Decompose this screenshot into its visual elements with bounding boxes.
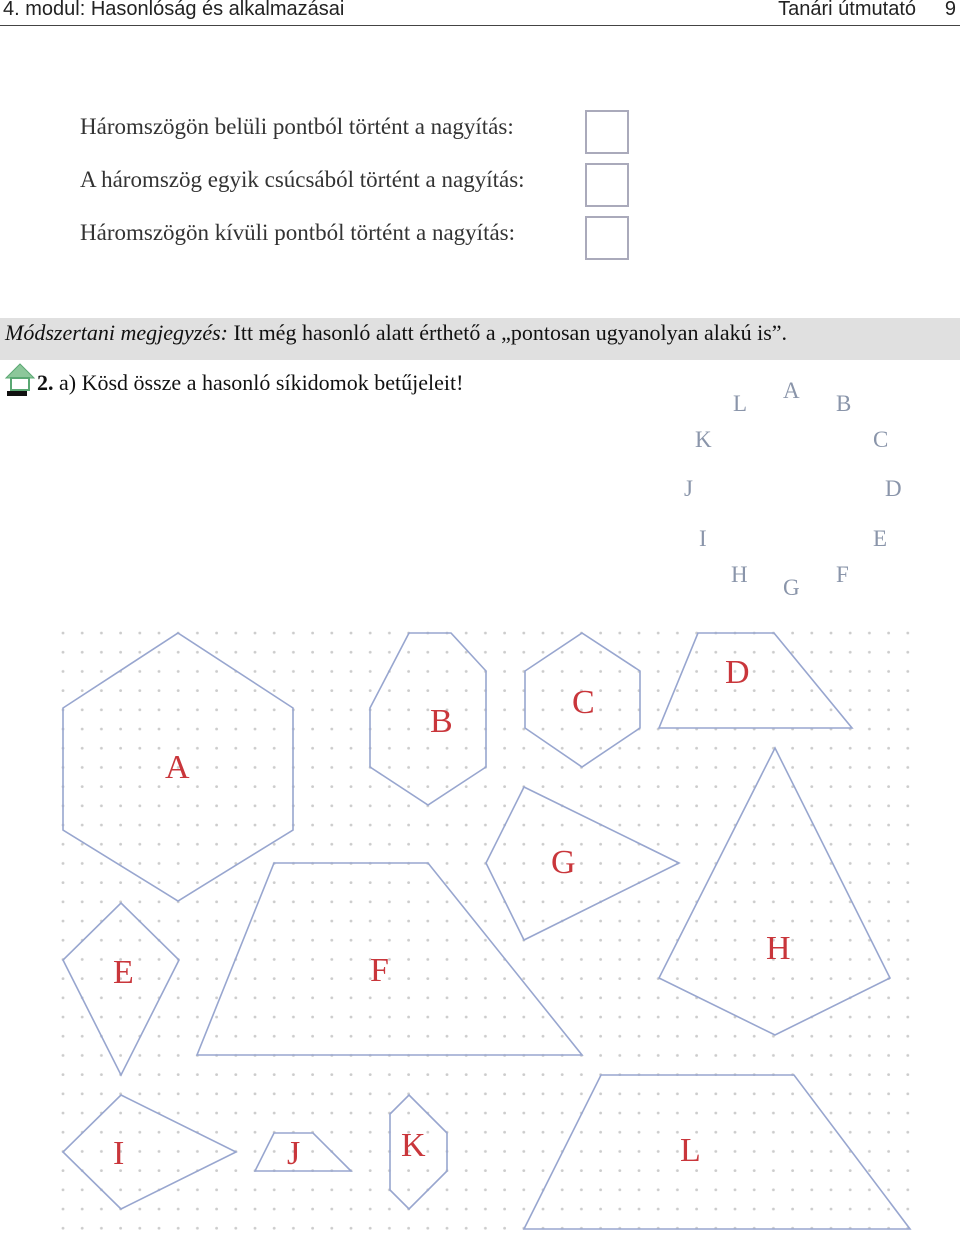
shape-label-g: G <box>551 844 576 881</box>
circle-letter-a[interactable]: A <box>783 378 800 403</box>
shape-label-d: D <box>725 654 750 691</box>
checkbox[interactable] <box>585 110 629 154</box>
checklist-label: A háromszög egyik csúcsából történt a nagyítás: <box>80 167 525 192</box>
circle-letter-g[interactable]: G <box>783 575 800 600</box>
shape-label-e: E <box>113 954 134 991</box>
guide-title: Tanári útmutató <box>778 0 916 20</box>
checklist-row <box>80 110 640 156</box>
methodology-note <box>0 318 960 360</box>
note-label: Módszertani megjegyzés: <box>5 320 229 345</box>
page-number: 9 <box>944 0 956 20</box>
circle-letter-h[interactable]: H <box>731 562 748 587</box>
house-icon <box>4 362 36 398</box>
circle-letter-i[interactable]: I <box>699 526 707 551</box>
checklist-row <box>80 216 640 262</box>
checkbox[interactable] <box>585 163 629 207</box>
shape-label-b: B <box>430 703 453 740</box>
checklist-label: Háromszögön kívüli pontból történt a nagyítás: <box>80 220 516 245</box>
shape-grid <box>55 625 920 1234</box>
header-rule <box>0 25 960 26</box>
shape-label-k: K <box>401 1127 426 1164</box>
shape-label-i: I <box>113 1135 125 1172</box>
task-text: a) Kösd össze a hasonló síkidomok betűjeleit! <box>53 370 464 395</box>
task-number: 2. <box>37 370 54 395</box>
circle-letter-k[interactable]: K <box>695 427 712 452</box>
task-2 <box>0 362 700 402</box>
circle-letter-c[interactable]: C <box>873 427 889 452</box>
page-header <box>0 0 960 26</box>
shape-label-f: F <box>370 952 389 989</box>
shape-label-a: A <box>165 749 190 786</box>
checklist-row <box>80 163 640 209</box>
circle-letter-b[interactable]: B <box>836 391 852 416</box>
circle-letter-f[interactable]: F <box>836 562 849 587</box>
enlargement-checklist <box>80 110 640 270</box>
circle-letter-l[interactable]: L <box>733 391 748 416</box>
checkbox[interactable] <box>585 216 629 260</box>
checklist-label: Háromszögön belüli pontból történt a nagyítás: <box>80 114 514 139</box>
shape-label-l: L <box>680 1132 701 1169</box>
letter-circle <box>670 375 920 605</box>
shape-label-c: C <box>572 684 595 721</box>
module-title: 4. modul: Hasonlóság és alkalmazásai <box>3 0 345 20</box>
circle-letter-d[interactable]: D <box>885 476 902 501</box>
shape-label-h: H <box>766 930 791 967</box>
shape-label-j: J <box>287 1135 301 1172</box>
circle-letter-e[interactable]: E <box>873 526 888 551</box>
note-text: Itt még hasonló alatt érthető a „pontosan ugyanolyan alakú is”. <box>228 320 788 345</box>
circle-letter-j[interactable]: J <box>684 476 693 501</box>
